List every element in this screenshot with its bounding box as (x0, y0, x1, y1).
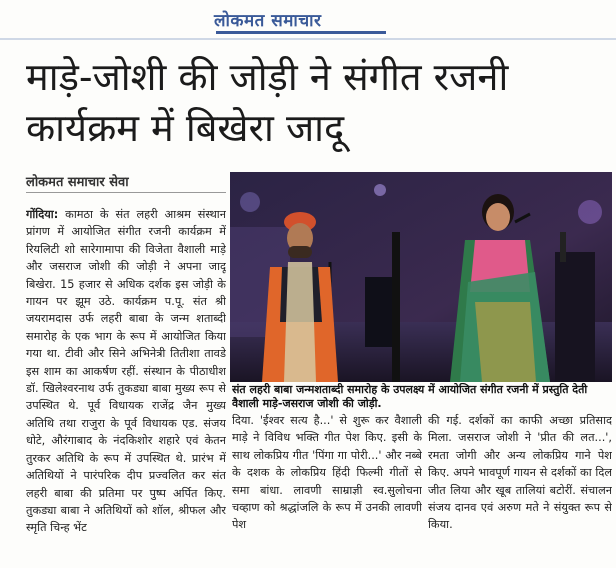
column-1-text: कामठा के संत लहरी आश्रम संस्थान प्रांगण में आयोजित संगीत रजनी कार्यक्रम में रियलिटी शो सारेगामापा की विजेता वैशाली माड़े और जसराज जोशी की जोड़ी ने अपना जादू बिखेरा. 15 हजार से अधिक दर्शक इस जोड़ी के गायन पर झूम उठे. कार्यक्रम प.पू. संत श्री जयरामदास उर्फ लहरी बाबा के जन्म शताब्दी समारोह के एक भाग के रूप में आयोजित किया गया था. टीवी और सिने अभिनेत्री तितीशा तावडे इस शाम का आकर्षण रहीं. संस्थान के पीठाधीश डॉ. खिलेश्वरनाथ उर्फ तुकड्या बाबा मुख्य रूप से उपस्थित थे. पूर्व विधायक राजेंद्र जैन मुख्य अतिथि तथा राजुरा के पूर्व विधायक एड. संजय धोटे, औरंगाबाद के नंदकिशोर शहारे एवं केतन तुरकर अतिथि के रूप में उपस्थित थे. प्रारंभ में अतिथियों ने पारंपरिक दीप प्रज्वलित कर संत लहरी बाबा की प्रतिमा पर पुष्प अर्पित किए. तुकड्या बाबा ने अतिथियों को शॉल, श्रीफल और स्मृति चिन्ह भेंट (26, 208, 226, 535)
byline-rule (26, 192, 226, 193)
masthead-underline (216, 31, 386, 34)
photo-caption: संत लहरी बाबा जन्मशताब्दी समारोह के उपलक्ष्य में आयोजित संगीत रजनी में प्रस्तुति देती वैशाली माड़े-जसराज जोशी की जोड़ी. (232, 383, 588, 409)
masthead (0, 0, 616, 40)
article-column-2: दिया. 'ईश्वर सत्य है...' से शुरू कर वैशाली माड़े ने विविध भक्ति गीत पेश किए. इसी के साथ लोकप्रिय गीत 'पिंगा गा पोरी...' और नब्बे के दशक के लोकप्रिय हिंदी फिल्मी गीतों से समा बांधा. लावणी साम्राज्ञी स्व.सुलोचना चव्हाण को श्रद्धांजलि के रूप में उनकी लावणी पेश (232, 414, 422, 532)
newspaper-name: लोकमत समाचार (214, 11, 322, 31)
dateline: गोंदिया: (26, 208, 59, 221)
headline: माड़े-जोशी की जोड़ी ने संगीत रजनी कार्यक्रम में बिखेरा जादू (26, 55, 509, 150)
stage-performance-photo (230, 172, 612, 382)
article-column-1 (26, 206, 226, 562)
news-photo (230, 172, 612, 382)
article-column-3: की गई. दर्शकों का काफी अच्छा प्रतिसाद मिला. जसराज जोशी ने 'प्रीत की लत...', रमता जोगी और अन्य लोकप्रिय गाने पेश किए. अपने भावपूर्ण गायन से दर्शकों का दिल जीत लिया और खूब तालियां बटोरीं. संचालन संजय दानव एवं अरुण मते ने संयुक्त रूप से किया. (428, 414, 612, 532)
byline: लोकमत समाचार सेवा (26, 175, 129, 190)
